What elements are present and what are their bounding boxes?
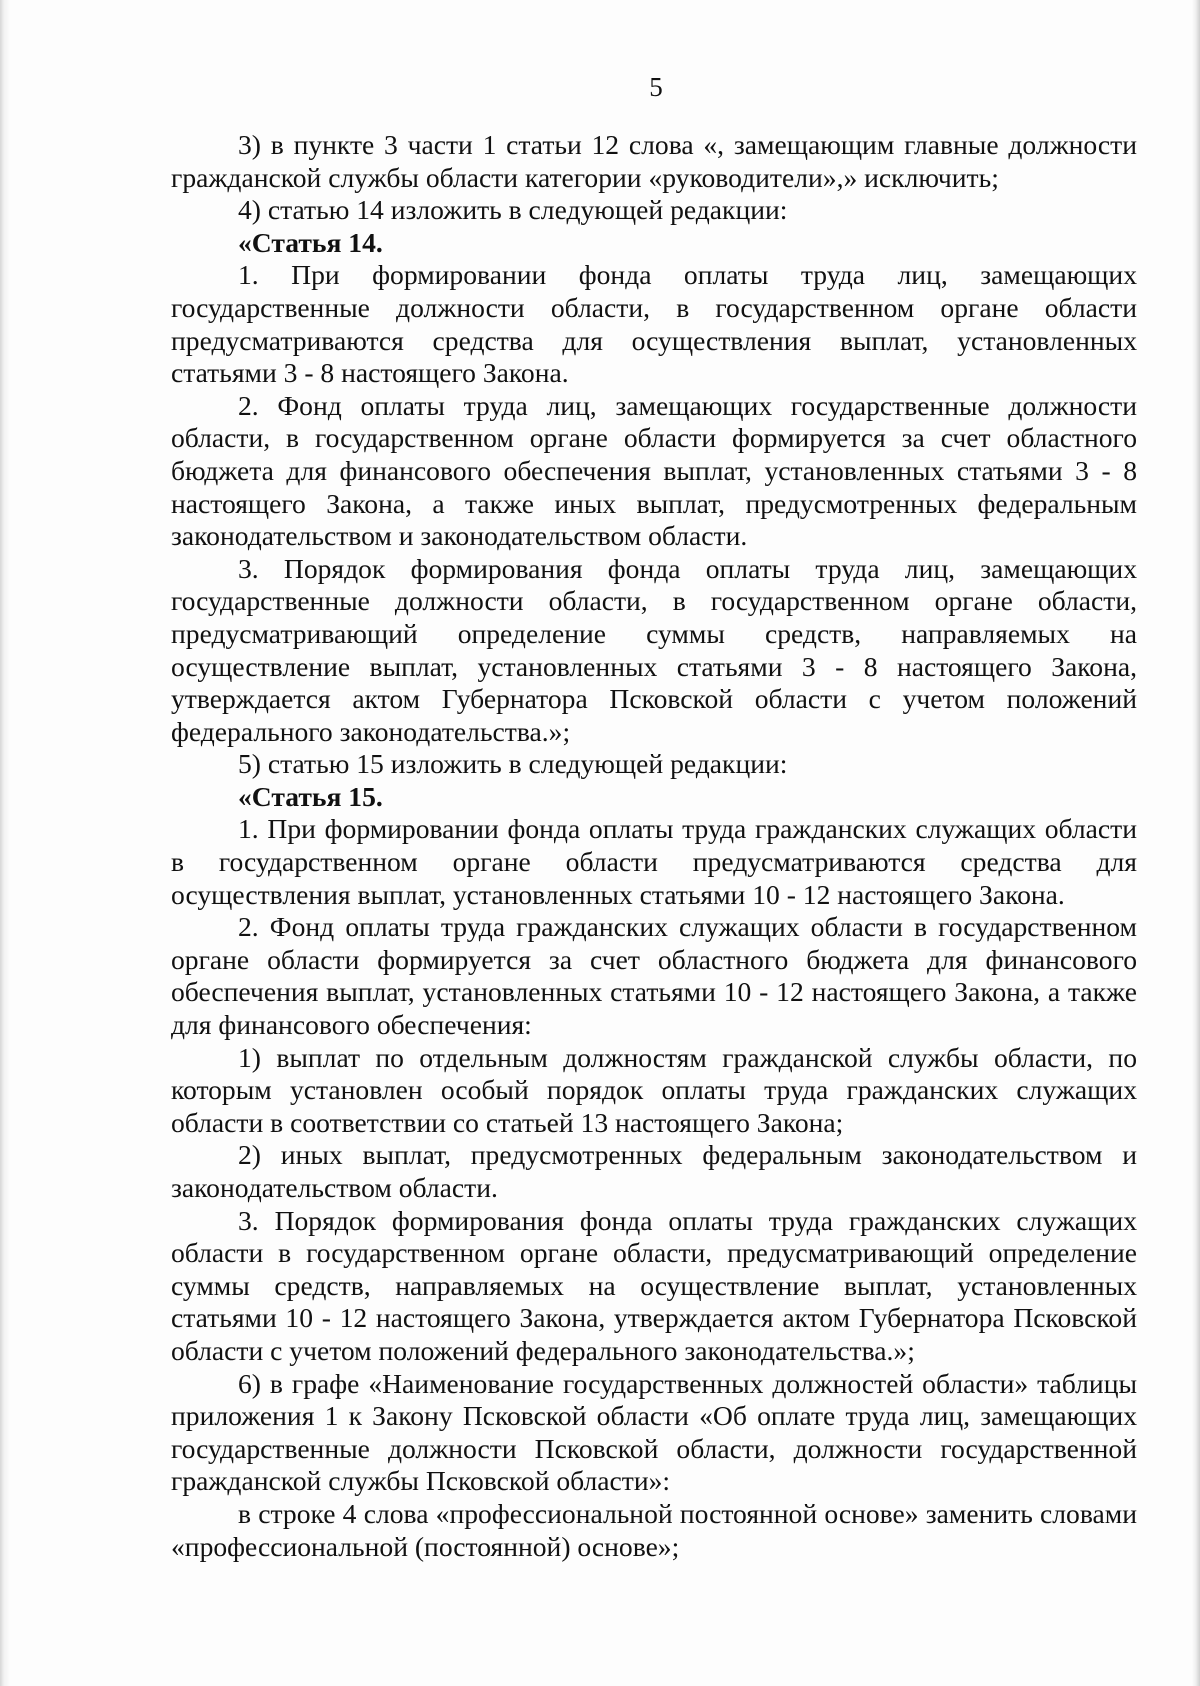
paragraph-row-4-change: в строке 4 слова «профессиональной постоянной основе» заменить словами «профессиональной (постоянной) основе»; (171, 1497, 1137, 1562)
article-14-part-2: 2. Фонд оплаты труда лиц, замещающих государственные должности области, в государственном органе области формируется за счет областного бюджета для финансового обеспечения выплат, установленных статьями 3 - 8 настоящего Закона, а также иных выплат, предусмотренных федеральным законодательством и законодательством области. (171, 389, 1137, 552)
article-14-heading: «Статья 14. (238, 226, 383, 258)
article-15-part-1: 1. При формировании фонда оплаты труда гражданских служащих области в государственном органе области предусматриваются средства для осуществления выплат, установленных статьями 10 - 12 настоящего Закона. (171, 813, 1137, 910)
article-14-part-3: 3. Порядок формирования фонда оплаты труда лиц, замещающих государственные должности области, в государственном органе области, предусматривающий определение суммы средств, направляемых на осуществление выплат, установленных статьями 3 - 8 настоящего Закона, утверждается актом Губернатора Псковской области с учетом положений федерального законодательства.»; (171, 552, 1137, 747)
article-15-heading: «Статья 15. (238, 780, 383, 812)
page-number: 5 (649, 72, 663, 102)
article-15-part-2-item-2: 2) иных выплат, предусмотренных федеральным законодательством и законодательством области. (171, 1139, 1137, 1203)
paragraph-item-6: 6) в графе «Наименование государственных должностей области» таблицы приложения 1 к Закону Псковской области «Об оплате труда лиц, замещающих государственные должности Псковской области, должности государственной гражданской службы Псковской области»: (171, 1367, 1137, 1497)
article-14-part-1: 1. При формировании фонда оплаты труда лиц, замещающих государственные должности области, в государственном органе области предусматриваются средства для осуществления выплат, установленных статьями 3 - 8 настоящего Закона. (171, 259, 1137, 389)
document-body (171, 129, 1137, 1563)
scan-edge-right (1192, 0, 1200, 1686)
article-15-part-2: 2. Фонд оплаты труда гражданских служащих области в государственном органе области формируется за счет областного бюджета для финансового обеспечения выплат, установленных статьями 10 - 12 настоящего Закона, а также для финансового обеспечения: (171, 911, 1137, 1041)
paragraph-item-3: 3) в пункте 3 части 1 статьи 12 слова «, замещающим главные должности гражданской службы области категории «руководители»,» исключить; (171, 129, 1137, 193)
paragraph-item-5: 5) статью 15 изложить в следующей редакции: (238, 748, 788, 780)
paragraph-item-4: 4) статью 14 изложить в следующей редакции: (238, 194, 788, 226)
article-15-part-2-item-1: 1) выплат по отдельным должностям гражданской службы области, по которым установлен особый порядок оплаты труда гражданских служащих области в соответствии со статьей 13 настоящего Закона; (171, 1041, 1137, 1138)
article-15-part-3: 3. Порядок формирования фонда оплаты труда гражданских служащих области в государственном органе области, предусматривающий определение суммы средств, направляемых на осуществление выплат, установленных статьями 10 - 12 настоящего Закона, утверждается актом Губернатора Псковской области с учетом положений федерального законодательства.»; (171, 1204, 1137, 1366)
scan-edge-left (0, 0, 10, 1686)
